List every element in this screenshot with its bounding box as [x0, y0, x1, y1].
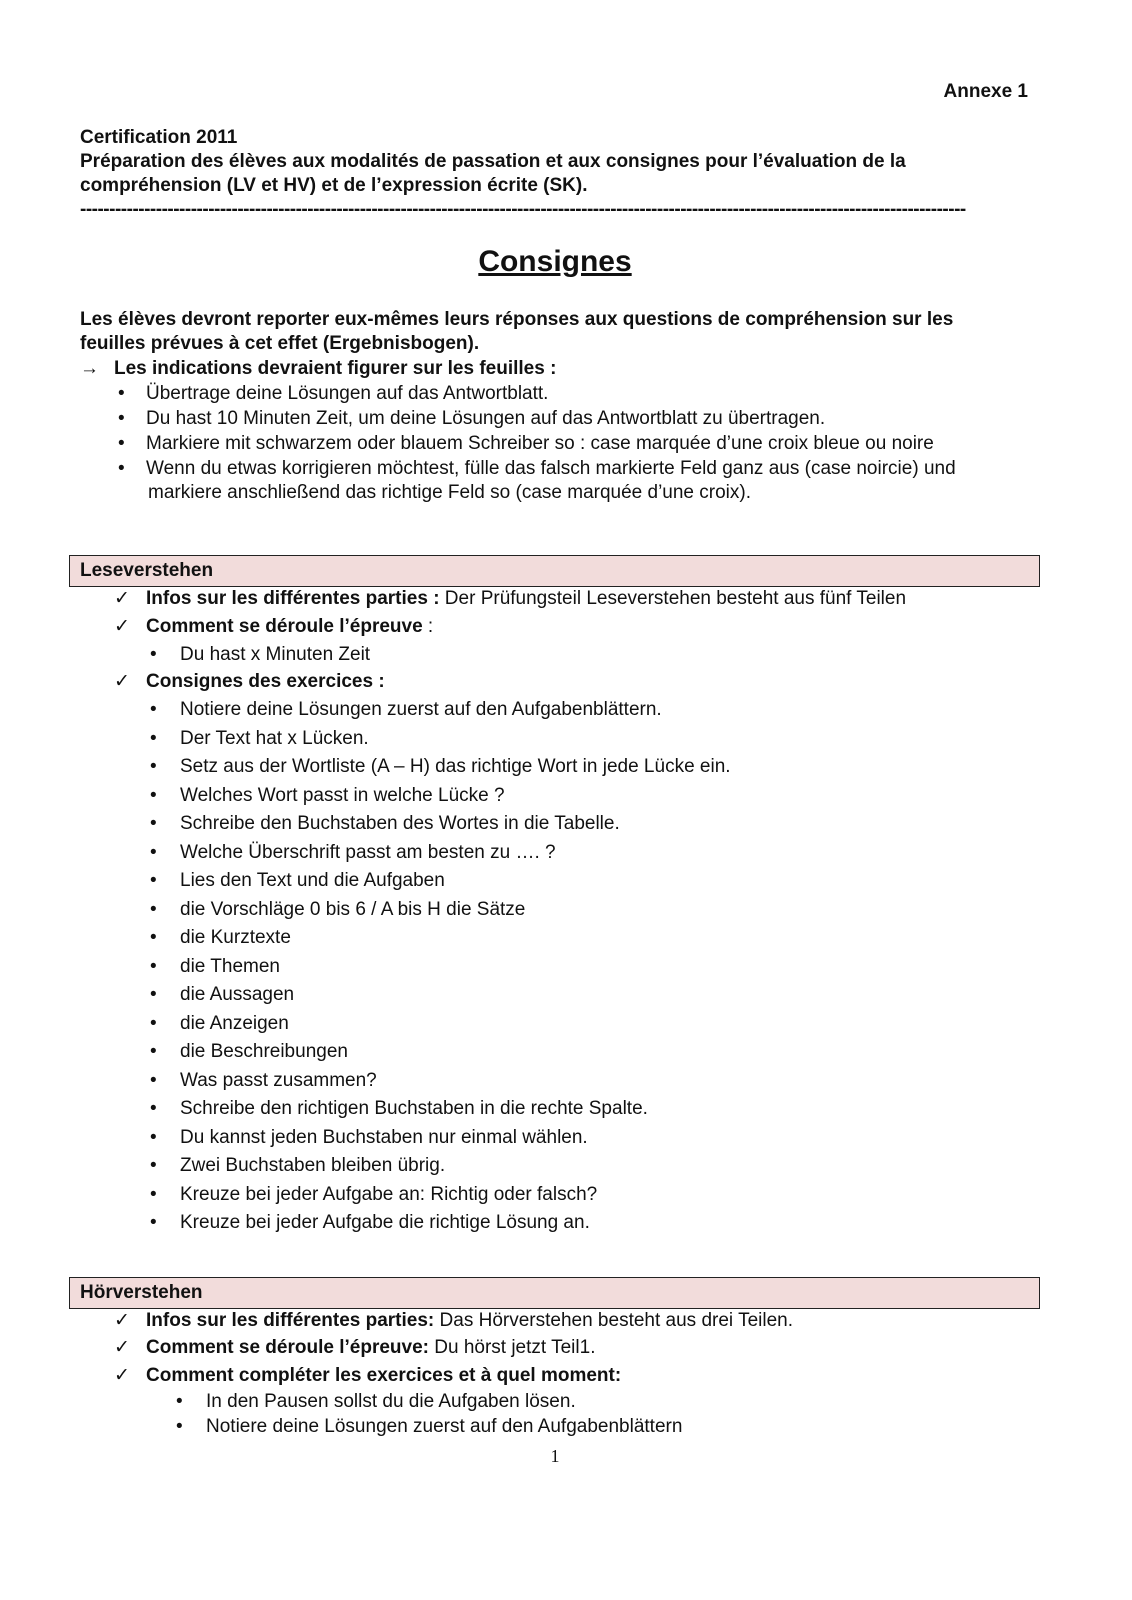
check-item-3: [146, 670, 385, 694]
list-item: die Vorschläge 0 bis 6 / A bis H die Sätze: [180, 898, 526, 920]
list-item: die Themen: [180, 955, 280, 977]
bullet-icon: •: [150, 1012, 157, 1034]
arrow-icon: →: [80, 358, 99, 379]
bullet-icon: •: [150, 1069, 157, 1091]
check-icon: ✓: [114, 1310, 130, 1331]
section-title: Leseverstehen: [80, 560, 214, 581]
bullet-icon: •: [150, 1041, 157, 1062]
instruction-item: Markiere mit schwarzem oder blauem Schreiber so : case marquée d’une croix bleue ou noire: [146, 433, 934, 454]
bullet-icon: •: [150, 1126, 157, 1148]
list-item: die Anzeigen: [180, 1012, 289, 1034]
header-line-3: compréhension (LV et HV) et de l’expression écrite (SK).: [80, 175, 588, 196]
bullet-icon: •: [150, 955, 157, 977]
check-icon: ✓: [114, 588, 130, 609]
list-item: Was passt zusammen?: [180, 1069, 377, 1091]
instruction-item: Du hast 10 Minuten Zeit, um deine Lösungen auf das Antwortblatt zu übertragen.: [146, 408, 826, 429]
check-item-text: Das Hörverstehen besteht aus drei Teilen.: [434, 1310, 793, 1331]
page-title: Consignes: [478, 245, 632, 278]
check-item-label: Comment se déroule l’épreuve: [146, 616, 423, 637]
list-item: Notiere deine Lösungen zuerst auf den Aufgabenblättern.: [180, 699, 662, 720]
check-item-label: Infos sur les différentes parties:: [146, 1310, 435, 1331]
list-item: Setz aus der Wortliste (A – H) das richtige Wort in jede Lücke ein.: [180, 756, 731, 777]
list-item: Der Text hat x Lücken.: [180, 727, 369, 749]
check-icon: ✓: [114, 1337, 130, 1358]
divider: --------------------------------------------------------------------------------------------------------------------------------------------------------: [80, 199, 966, 220]
bullet-icon: •: [150, 784, 157, 806]
check-item-label: Comment compléter les exercices et à quel moment:: [146, 1365, 622, 1386]
list-item: Kreuze bei jeder Aufgabe die richtige Lösung an.: [180, 1212, 590, 1233]
bullet-icon: •: [150, 927, 157, 948]
instruction-item-continued: markiere anschließend das richtige Feld so (case marquée d’une croix).: [148, 482, 751, 503]
bullet-icon: •: [150, 1155, 157, 1176]
list-item: Kreuze bei jeder Aufgabe an: Richtig oder falsch?: [180, 1183, 598, 1205]
list-item: die Beschreibungen: [180, 1041, 348, 1062]
list-item: Du hast x Minuten Zeit: [180, 644, 371, 665]
check-item-2: [146, 1336, 595, 1360]
check-item-1: [146, 587, 906, 611]
list-item: Welches Wort passt in welche Lücke ?: [180, 784, 505, 806]
bullet-icon: •: [176, 1391, 183, 1412]
bullet-icon: •: [150, 644, 157, 665]
bullet-icon: •: [118, 408, 125, 429]
bullet-icon: •: [150, 699, 157, 720]
check-item-1: [146, 1309, 793, 1333]
bullet-icon: •: [150, 1183, 157, 1205]
header-line-2: Préparation des élèves aux modalités de passation et aux consignes pour l’évaluation de la: [80, 151, 906, 172]
check-icon: ✓: [114, 616, 130, 637]
bullet-icon: •: [176, 1416, 183, 1437]
intro-arrow-text: Les indications devraient figurer sur les feuilles :: [114, 358, 557, 379]
list-item: Zwei Buchstaben bleiben übrig.: [180, 1155, 446, 1176]
list-item: Schreibe den Buchstaben des Wortes in die Tabelle.: [180, 813, 620, 834]
list-item: Notiere deine Lösungen zuerst auf den Aufgabenblättern: [206, 1416, 683, 1437]
bullet-icon: •: [150, 813, 157, 834]
instruction-item: Übertrage deine Lösungen auf das Antwortblatt.: [146, 383, 549, 404]
header-line-1: Certification 2011: [80, 127, 238, 148]
list-item: die Kurztexte: [180, 927, 291, 948]
intro-line-1: Les élèves devront reporter eux-mêmes leurs réponses aux questions de compréhension sur les: [80, 309, 954, 330]
check-item-label: Comment se déroule l’épreuve:: [146, 1337, 429, 1358]
page-number: 1: [550, 1446, 560, 1466]
check-item-text: :: [422, 616, 434, 637]
list-item: Du kannst jeden Buchstaben nur einmal wählen.: [180, 1126, 588, 1148]
check-item-label: Consignes des exercices :: [146, 671, 385, 692]
bullet-icon: •: [150, 841, 157, 863]
bullet-icon: •: [150, 984, 157, 1005]
check-item-3: [146, 1364, 621, 1388]
bullet-icon: •: [150, 898, 157, 920]
bullet-icon: •: [150, 1212, 157, 1233]
check-item-2: [146, 615, 433, 639]
check-item-label: Infos sur les différentes parties :: [146, 588, 440, 609]
bullet-icon: •: [118, 458, 125, 479]
check-item-text: Du hörst jetzt Teil1.: [428, 1337, 596, 1358]
list-item: Schreibe den richtigen Buchstaben in die rechte Spalte.: [180, 1098, 648, 1119]
check-icon: ✓: [114, 1365, 130, 1386]
list-item: In den Pausen sollst du die Aufgaben lösen.: [206, 1391, 576, 1412]
check-icon: ✓: [114, 671, 130, 692]
bullet-icon: •: [150, 727, 157, 749]
intro-line-2: feuilles prévues à cet effet (Ergebnisbogen).: [80, 333, 480, 354]
section-title: Hörverstehen: [80, 1282, 203, 1303]
bullet-icon: •: [118, 383, 125, 404]
bullet-icon: •: [150, 870, 157, 891]
annex-label: Annexe 1: [943, 81, 1028, 102]
section-header-hoerverstehen: [69, 1277, 1040, 1309]
list-item: die Aussagen: [180, 984, 295, 1005]
instruction-item: Wenn du etwas korrigieren möchtest, fülle das falsch markierte Feld ganz aus (case noircie) und: [146, 458, 956, 479]
list-item: Lies den Text und die Aufgaben: [180, 870, 445, 891]
bullet-icon: •: [150, 1098, 157, 1119]
bullet-icon: •: [150, 756, 157, 777]
bullet-icon: •: [118, 433, 125, 454]
check-item-text: Der Prüfungsteil Leseverstehen besteht aus fünf Teilen: [439, 588, 907, 609]
list-item: Welche Überschrift passt am besten zu …. ?: [180, 841, 556, 863]
section-header-leseverstehen: [69, 555, 1040, 587]
